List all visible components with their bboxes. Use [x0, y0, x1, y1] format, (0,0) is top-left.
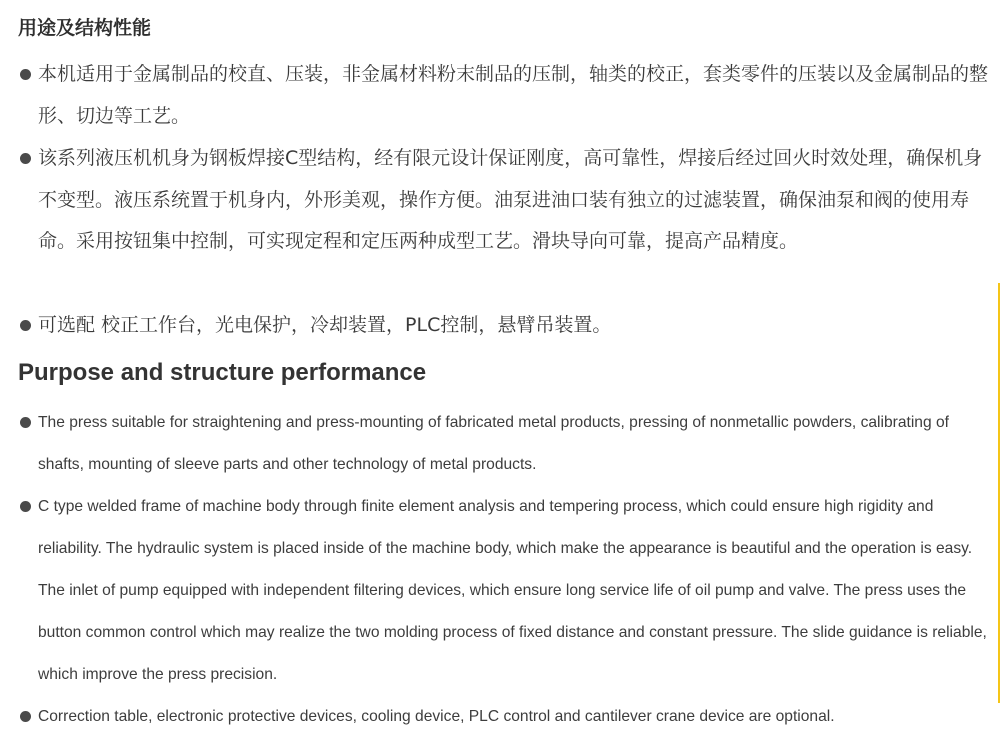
en-list-item-1	[18, 402, 993, 486]
bullet-icon	[20, 69, 31, 80]
bullet-icon	[20, 501, 31, 512]
bullet-icon	[20, 711, 31, 722]
bullet-icon	[20, 153, 31, 164]
zh-list-item-text: 该系列液压机机身为钢板焊接C型结构，经有限元设计保证刚度，高可靠性，焊接后经过回火时效处理，确保机身不变型。液压系统置于机身内，外形美观，操作方便。油泵进油口装有独立的过滤装置，确保油泵和阀的使用寿命。采用按钮集中控制，可实现定程和定压两种成型工艺。滑块导向可靠，提高产品精度。	[38, 147, 983, 253]
en-list-item-text: Correction table, electronic protective devices, cooling device, PLC control and cantilever crane device are optional.	[38, 708, 835, 725]
zh-list-item-2	[18, 138, 988, 263]
en-section-title: Purpose and structure performance	[18, 359, 427, 386]
zh-list-item-text: 可选配 校正工作台，光电保护，冷却装置，PLC控制，悬臂吊装置。	[38, 314, 612, 336]
bullet-icon	[20, 417, 31, 428]
en-list-item-2	[18, 486, 993, 696]
zh-section-title: 用途及结构性能	[18, 17, 152, 39]
zh-list-item-1	[18, 54, 988, 137]
zh-list-item-text: 本机适用于金属制品的校直、压装，非金属材料粉末制品的压制，轴类的校正，套类零件的压装以及金属制品的整形、切边等工艺。	[38, 63, 989, 127]
en-list-item-text: The press suitable for straightening and press-mounting of fabricated metal products, pressing of nonmetallic powders, calibrating of shafts, mounting of sleeve parts and other technology of metal products.	[38, 414, 949, 473]
en-list-item-3	[18, 696, 993, 738]
zh-list-item-3	[18, 305, 988, 347]
bullet-icon	[20, 320, 31, 331]
en-list-item-text: C type welded frame of machine body through finite element analysis and tempering process, which could ensure high rigidity and reliability. The hydraulic system is placed inside of the machine body, which make the appearance is beautiful and the operation is easy. The inlet of pump equipped with independent filtering devices, which ensure long service life of oil pump and valve. The press uses the button common control which may realize the two molding process of fixed distance and constant pressure. The slide guidance is reliable, which improve the press precision.	[38, 498, 987, 683]
